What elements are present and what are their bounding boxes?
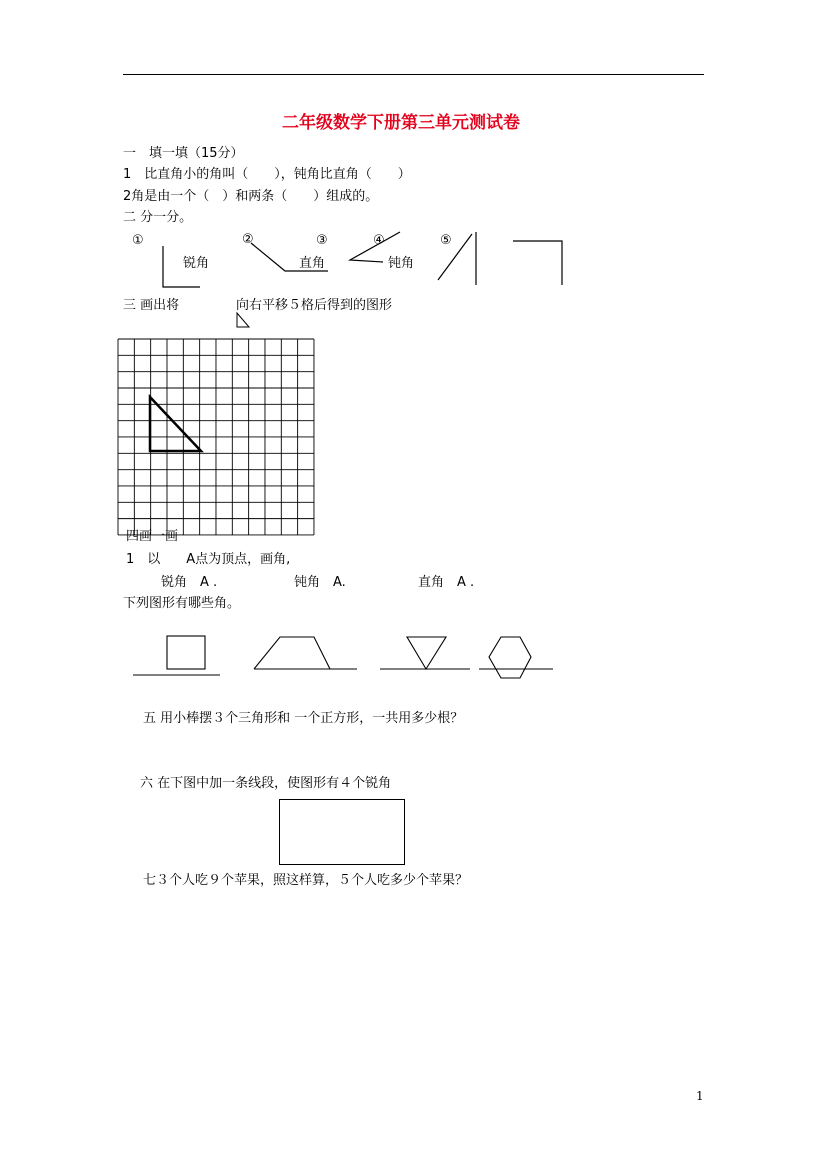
square-shape xyxy=(167,636,205,669)
label-acute: 锐角 xyxy=(183,256,210,271)
draw-right-angle: 直角 A . xyxy=(418,575,475,590)
section-4-question-1: 1 以 A点为顶点，画角, xyxy=(126,552,291,567)
angle-number-5: ⑤ xyxy=(440,233,452,248)
page-title: 二年级数学下册第三单元测试卷 xyxy=(282,113,520,133)
section-5-question: 五 用小棒摆３个三角形和 一个正方形，一共用多少根？ xyxy=(143,711,464,726)
section-1-heading: 一 填一填（15分） xyxy=(123,146,244,161)
section-1-question-1: 1 比直角小的角叫（ ），钝角比直角（ ） xyxy=(123,167,411,182)
section-2-heading: 二 分一分。 xyxy=(123,210,193,225)
draw-obtuse-angle: 钝角 A. xyxy=(294,575,346,590)
angle-number-1: ① xyxy=(132,233,144,248)
section-1-question-2: 2角是由一个（ ）和两条（ ）组成的。 xyxy=(123,189,379,204)
rectangle-figure xyxy=(279,799,405,865)
label-right: 直角 xyxy=(299,256,326,271)
label-obtuse: 钝角 xyxy=(388,256,415,271)
angle-number-2: ② xyxy=(242,232,254,247)
draw-acute-angle: 锐角 A . xyxy=(161,575,218,590)
section-4-heading: 四画一画 xyxy=(126,529,179,544)
page-number: 1 xyxy=(696,1089,704,1103)
triangle-shape xyxy=(407,637,446,669)
angle-number-3: ③ xyxy=(316,233,328,248)
section-3-heading: 三 画出将 xyxy=(123,298,180,313)
section-6-question: 六 在下图中加一条线段，使图形有４个锐角 xyxy=(140,776,392,791)
section-7-question: 七３个人吃９个苹果，照这样算，５个人吃多少个苹果？ xyxy=(143,873,469,888)
angle-number-4: ④ xyxy=(373,233,385,248)
hexagon-shape xyxy=(489,637,531,678)
section-4-question-2: 下列图形有哪些角。 xyxy=(123,596,241,611)
section-3-text: 向右平移５格后得到的图形 xyxy=(236,298,393,313)
trapezoid-shape xyxy=(254,637,330,669)
